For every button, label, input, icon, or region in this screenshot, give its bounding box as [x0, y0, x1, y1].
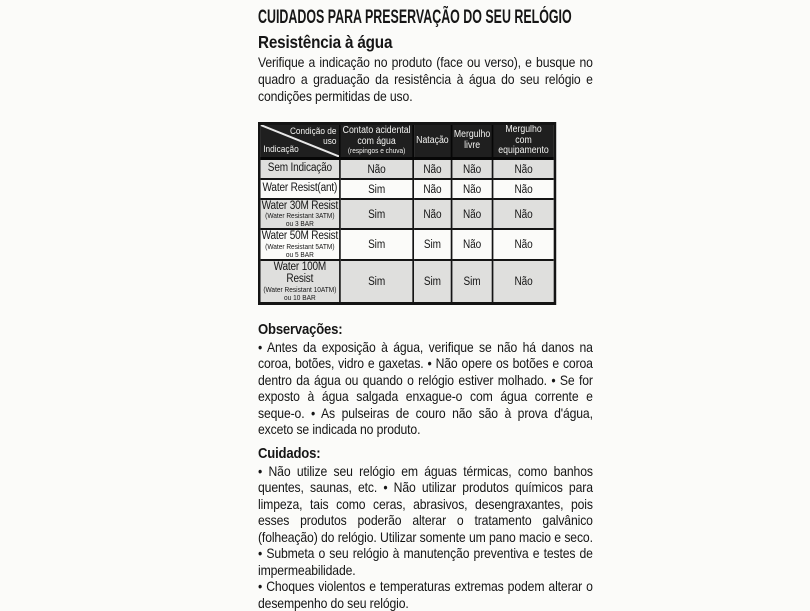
cuidados-heading: Cuidados:: [258, 444, 321, 462]
table-cell: [452, 261, 493, 302]
table-cell: [341, 160, 414, 180]
cell-value: Não: [514, 239, 533, 252]
page-title: CUIDADOS PARA PRESERVAÇÃO DO SEU RELÓGIO: [258, 7, 572, 28]
table-row: [261, 160, 554, 180]
column-header-line: com: [515, 134, 532, 146]
column-header-line: equipamento: [498, 145, 549, 156]
column-header-line: Mergulho: [505, 125, 542, 135]
cell-value: Sim: [423, 239, 441, 252]
row-label-sub: ou 10 BAR: [284, 292, 316, 302]
row-label-sub: (Water Resistant 10ATM): [263, 284, 337, 294]
column-header-line: livre: [464, 139, 481, 151]
table-cell: [493, 230, 553, 261]
row-label-sub: (Water Resistant 5ATM): [265, 241, 335, 251]
table-cell: [493, 160, 553, 180]
column-header-mergulho-livre: [452, 125, 493, 160]
column-header-line: Natação: [416, 134, 449, 146]
water-resistance-table: [258, 122, 556, 305]
cell-value: Não: [367, 163, 386, 176]
corner-label-condicao-de-uso: Condição de uso: [289, 126, 337, 147]
row-label: Water Resist(ant): [262, 182, 338, 195]
cuidados-paragraph-1: • Não utilize seu relógio em águas térmicas, como banhos quentes, saunas, etc. • Não utilizar produtos químicos para limpeza, tais como ceras, abrasivos, desengraxantes, pois esses produtos poderão alterar o tratamento galvânico (folheação) do relógio. Utilizar somente um pano macio e seco. • Submeta o seu relógio à manutenção preventiva e testes de impermeabilidade.: [258, 462, 593, 578]
row-label-cell: [261, 200, 341, 231]
row-label: Water 30M Resist: [261, 199, 339, 212]
table-cell: [493, 180, 553, 200]
column-header-line: Contato acidental: [342, 125, 411, 137]
row-label-cell: [261, 160, 341, 180]
table-cell: [341, 261, 414, 302]
row-label: Water 50M Resist: [261, 230, 339, 242]
table-cell: [452, 160, 493, 180]
table-header-row: [261, 125, 554, 160]
cell-value: Não: [463, 183, 482, 196]
table-row: [261, 180, 554, 200]
cell-value: Não: [423, 183, 442, 196]
column-header-natacao: [414, 125, 452, 160]
row-label-sub: ou 3 BAR: [285, 219, 314, 228]
row-label-cell: [261, 230, 341, 261]
column-header-line: com água: [357, 135, 396, 147]
column-header-note: (respingos e chuva): [347, 146, 406, 156]
cell-value: Não: [423, 208, 442, 221]
column-header-mergulho-com-equipamento: [493, 125, 553, 160]
cell-value: Não: [514, 208, 533, 221]
table-cell: [414, 230, 452, 261]
cell-value: Sim: [423, 276, 441, 288]
table-row: [261, 200, 554, 231]
cell-value: Sim: [368, 183, 386, 196]
table-cell: [414, 180, 452, 200]
section-title-resistencia: Resistência à água: [258, 32, 393, 52]
table-cell: [341, 230, 414, 261]
table-cell: [414, 200, 452, 231]
row-label-sub: (Water Resistant 3ATM): [265, 211, 335, 220]
column-header-contato-acidental: [341, 125, 414, 160]
table-row: [261, 230, 554, 261]
cell-value: Não: [463, 163, 482, 176]
cell-value: Não: [463, 208, 482, 221]
column-header-line: Mergulho: [453, 129, 491, 141]
table-cell: [341, 200, 414, 231]
table-cell: [493, 261, 553, 302]
row-label: Sem Indicação: [267, 162, 332, 175]
intro-paragraph: Verifique a indicação no produto (face ou verso), e busque no quadro a graduação da resistência à água do seu relógio e condições permitidas de uso.: [258, 54, 593, 104]
table-cell: [452, 230, 493, 261]
observacoes-paragraph: • Antes da exposição à água, verifique se não há danos na coroa, botões, vidro e gaxetas. • Não opere os botões e coroa dentro da água ou quando o relógio estiver molhado. • Se for exposto à água salgada enxague-o com água corrente e seque-o. • As pulseiras de couro não são à prova d'água, exceto se indicada no produto.: [258, 338, 593, 437]
cell-value: Não: [514, 183, 533, 196]
table-cell: [414, 261, 452, 302]
table-corner-cell: [261, 125, 341, 160]
table-row: [261, 261, 554, 302]
table-cell: [493, 200, 553, 231]
cell-value: Não: [514, 276, 533, 288]
table-cell: [452, 200, 493, 231]
cell-value: Sim: [368, 208, 386, 221]
document-page: [258, 8, 593, 611]
row-label-sub: ou 5 BAR: [285, 249, 314, 259]
cell-value: Não: [463, 239, 482, 252]
table-cell: [452, 180, 493, 200]
cell-value: Sim: [463, 276, 481, 288]
row-label: Water 100M Resist: [273, 260, 327, 285]
row-label-cell: [261, 180, 341, 200]
cell-value: Não: [514, 163, 533, 176]
cell-value: Sim: [368, 276, 386, 288]
cell-value: Sim: [368, 239, 386, 252]
observacoes-heading: Observações:: [258, 320, 343, 338]
table-cell: [341, 180, 414, 200]
row-label-cell: [261, 261, 341, 302]
table-cell: [414, 160, 452, 180]
cell-value: Não: [423, 163, 442, 176]
corner-label-indicacao: Indicação: [263, 143, 299, 155]
cuidados-paragraph-2: • Choques violentos e temperaturas extremas podem alterar o desempenho do seu relógio.: [258, 578, 593, 611]
